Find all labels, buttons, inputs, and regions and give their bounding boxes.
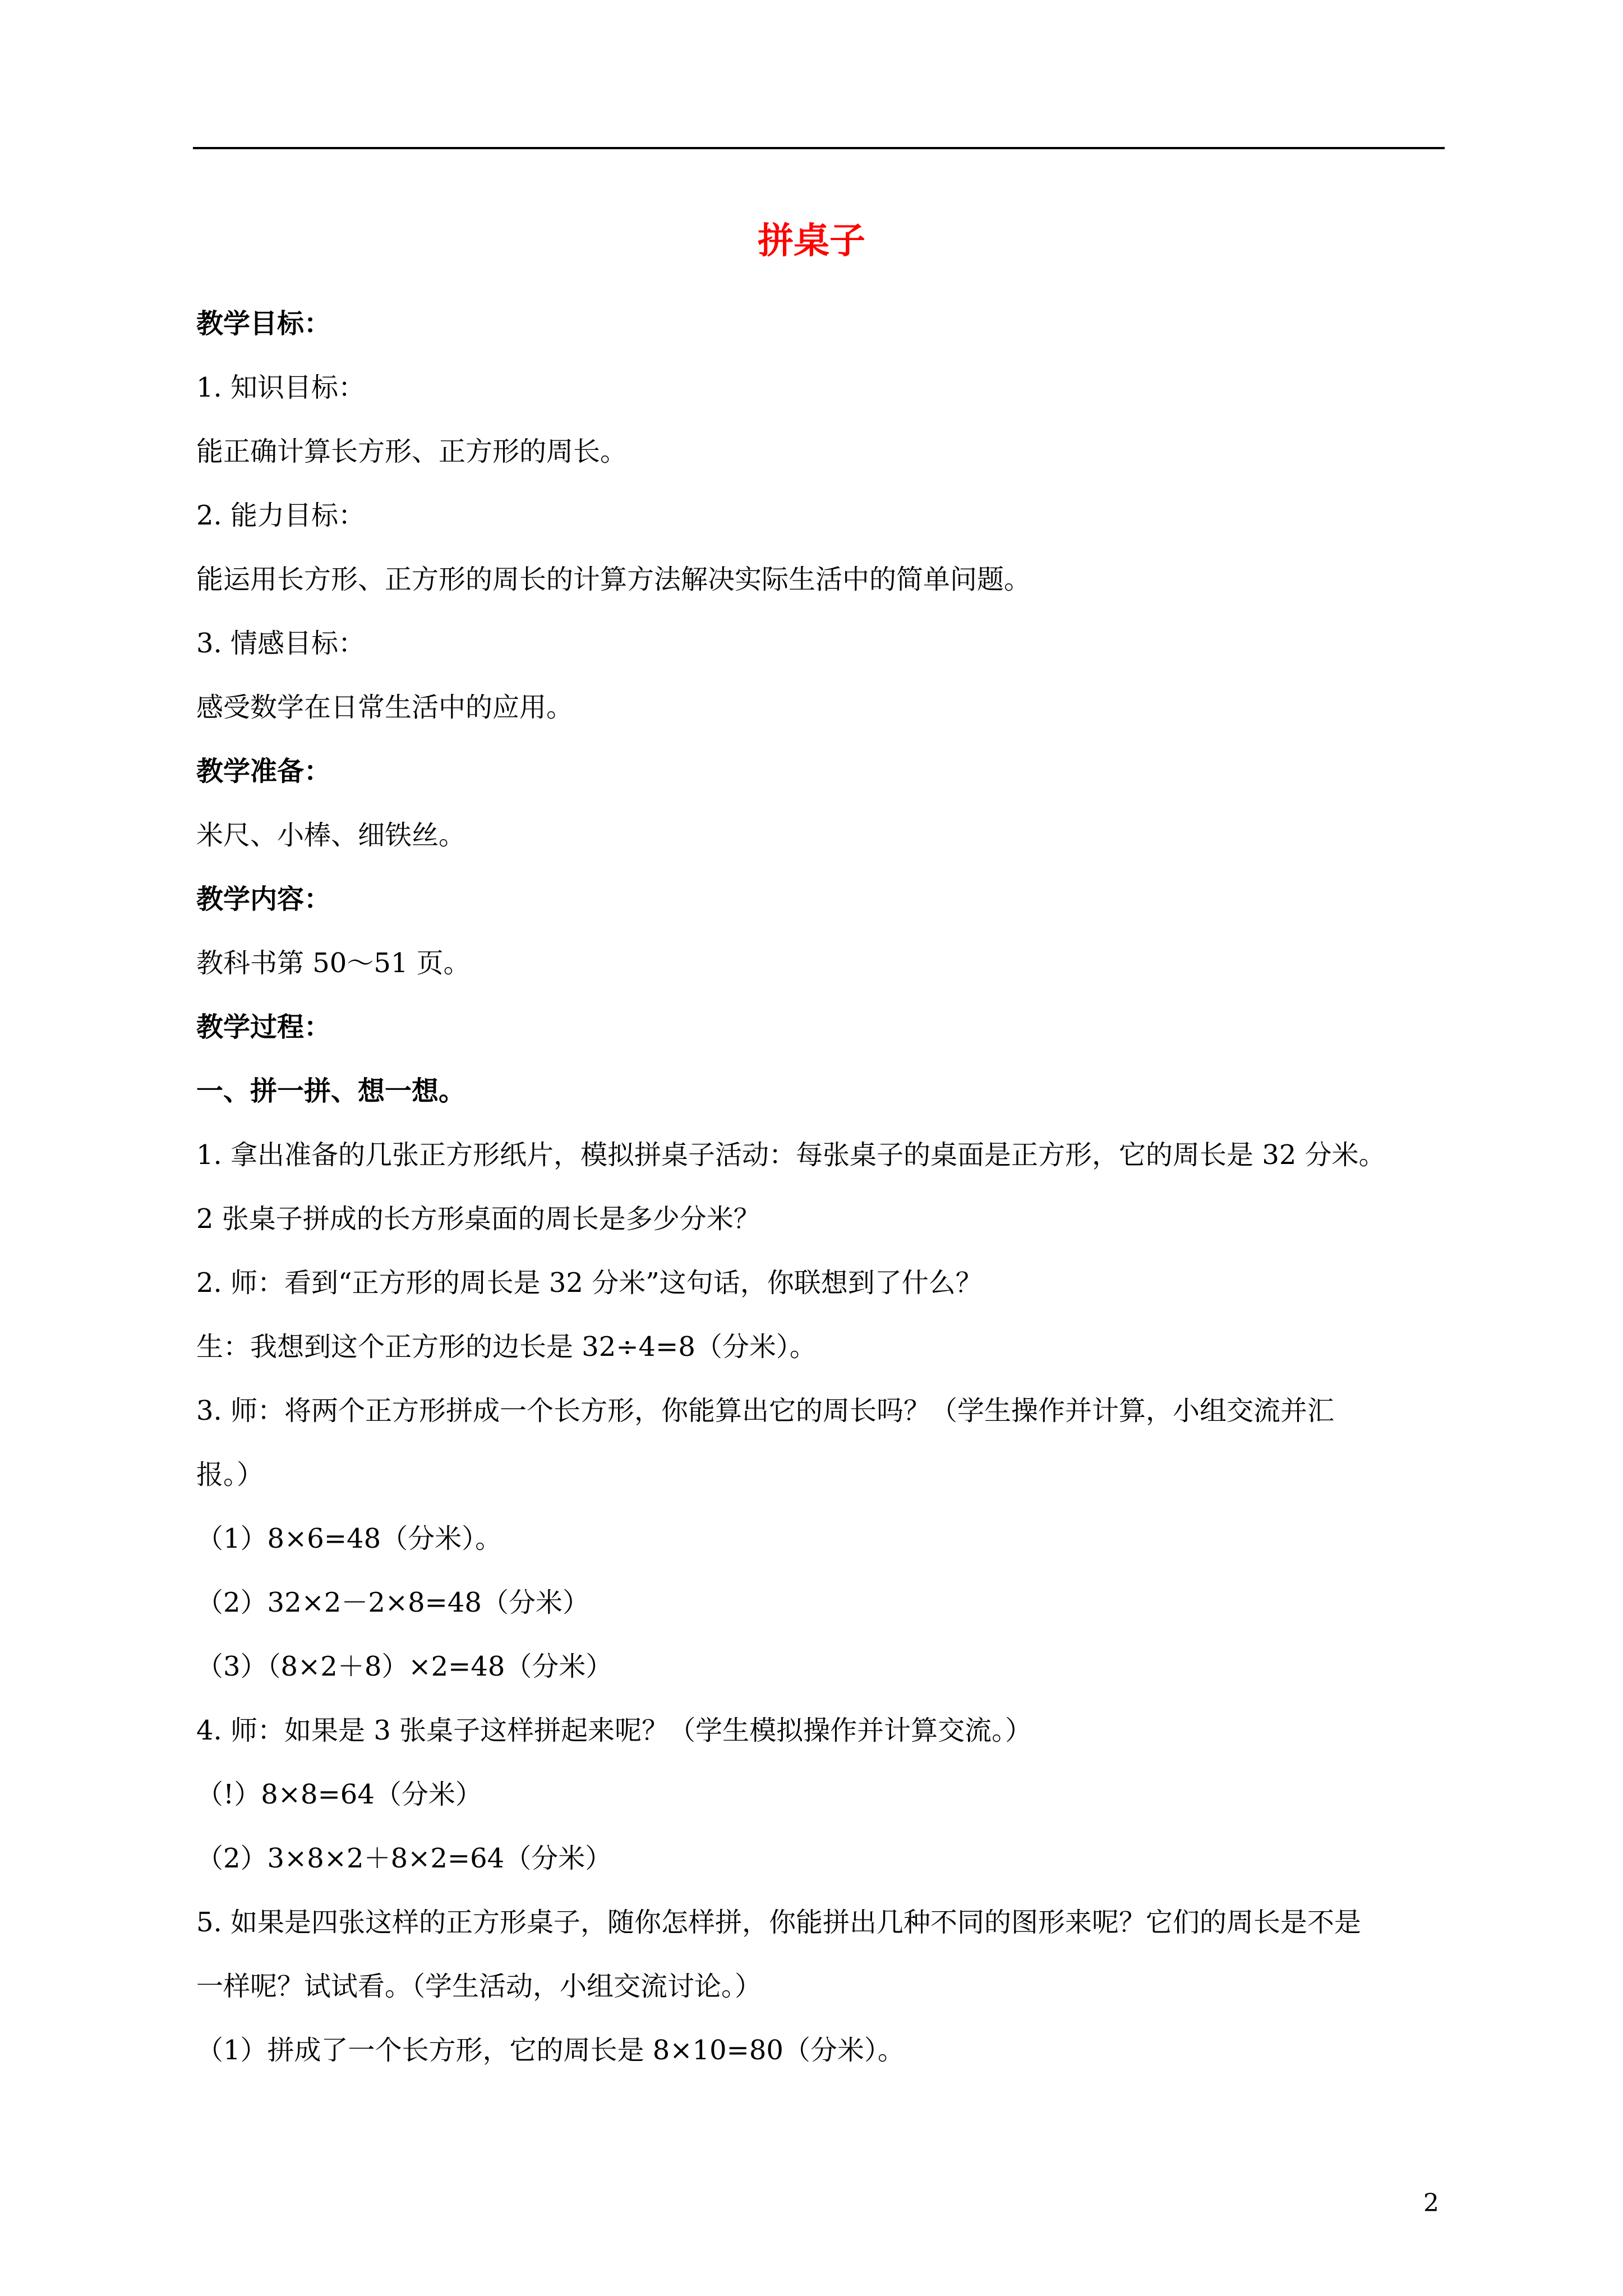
header-rule bbox=[193, 147, 1445, 149]
page-number: 2 bbox=[1423, 2189, 1439, 2217]
paragraph: （2）32×2－2×8=48（分米） bbox=[196, 1587, 589, 1618]
paragraph: 报。） bbox=[196, 1459, 264, 1490]
paragraph: 米尺、小棒、细铁丝。 bbox=[196, 820, 466, 851]
paragraph: （!）8×8=64（分米） bbox=[196, 1779, 482, 1810]
paragraph: 2. 师：看到“正方形的周长是 32 分米”这句话，你联想到了什么？ bbox=[196, 1267, 983, 1299]
paragraph: 生：我想到这个正方形的边长是 32÷4=8（分米）。 bbox=[196, 1331, 817, 1363]
section-heading: 一、拼一拼、想一想。 bbox=[196, 1075, 466, 1107]
section-heading: 教学准备： bbox=[196, 756, 331, 787]
section-heading: 教学过程： bbox=[196, 1011, 331, 1043]
paragraph: 一样呢？试试看。（学生活动，小组交流讨论。） bbox=[196, 1971, 762, 2002]
paragraph: 4. 师：如果是 3 张桌子这样拼起来呢？（学生模拟操作并计算交流。） bbox=[196, 1715, 1032, 1746]
paragraph: （2）3×8×2＋8×2=64（分米） bbox=[196, 1843, 612, 1874]
paragraph: 5. 如果是四张这样的正方形桌子，随你怎样拼，你能拼出几种不同的图形来呢？它们的周长是不是 bbox=[196, 1907, 1362, 1938]
paragraph: 感受数学在日常生活中的应用。 bbox=[196, 692, 574, 723]
paragraph: 3. 师：将两个正方形拼成一个长方形，你能算出它的周长吗？（学生操作并计算，小组交流并汇 bbox=[196, 1395, 1335, 1427]
document-title: 拼桌子 bbox=[758, 220, 865, 262]
paragraph: 1. 拿出准备的几张正方形纸片，模拟拼桌子活动：每张桌子的桌面是正方形，它的周长是 32 分米。 bbox=[196, 1139, 1386, 1171]
paragraph: 1. 知识目标： bbox=[196, 372, 366, 403]
paragraph: 能正确计算长方形、正方形的周长。 bbox=[196, 436, 628, 467]
paragraph: 教科书第 50～51 页。 bbox=[196, 947, 471, 979]
paragraph: （3）（8×2＋8）×2=48（分米） bbox=[196, 1651, 613, 1682]
paragraph: 2. 能力目标： bbox=[196, 500, 366, 531]
section-heading: 教学目标： bbox=[196, 308, 331, 339]
paragraph: 3. 情感目标： bbox=[196, 628, 366, 659]
document-body bbox=[196, 292, 1447, 2082]
paragraph: （1）拼成了一个长方形，它的周长是 8×10=80（分米）。 bbox=[196, 2035, 905, 2066]
paragraph: 能运用长方形、正方形的周长的计算方法解决实际生活中的简单问题。 bbox=[196, 564, 1031, 595]
section-heading: 教学内容： bbox=[196, 884, 331, 915]
paragraph: 2 张桌子拼成的长方形桌面的周长是多少分米？ bbox=[196, 1203, 760, 1235]
paragraph: （1）8×6=48（分米）。 bbox=[196, 1523, 502, 1554]
